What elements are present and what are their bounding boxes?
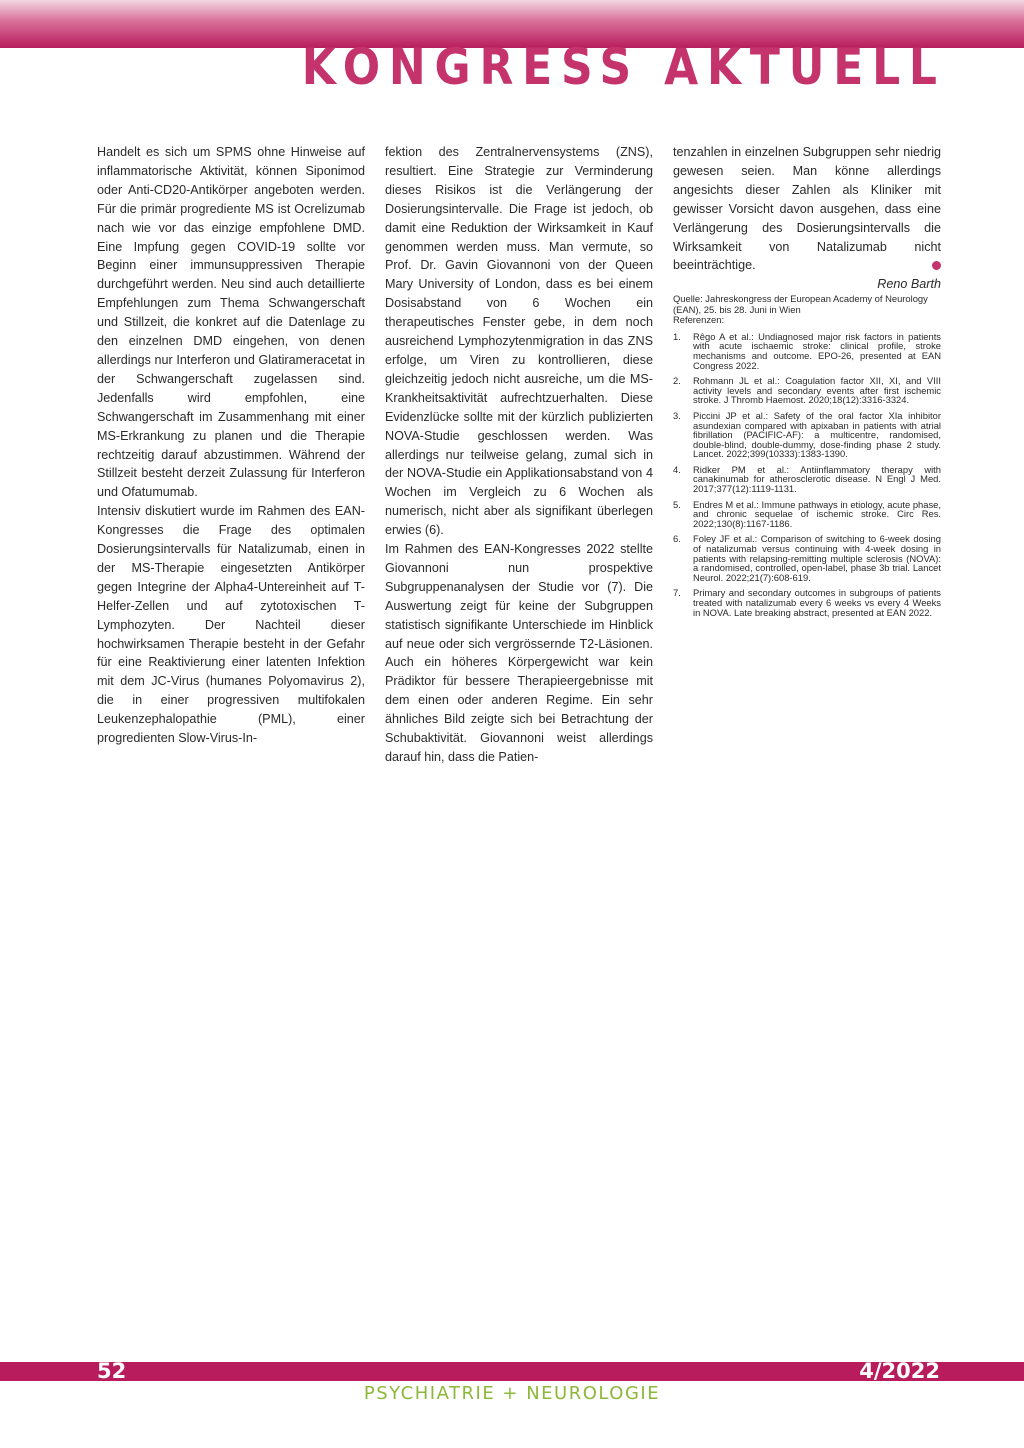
paragraph-text: tenzahlen in einzelnen Subgruppen sehr niedrig gewesen seien. Man könne allerdings angesichts dieser Zahlen als Kliniker mit gewisser Vorsicht davon ausgehen, dass eine Verlängerung des Dosierungsintervalls die Wirksamkeit von Natalizumab nicht beeinträchtige. [673,145,941,273]
reference-text: Endres M et al.: Immune pathways in etiology, acute phase, and chronic sequelae of ischemic stroke. Circ Res. 2022;130(8):1167-1186. [693,498,941,529]
reference-text: Rêgo A et al.: Undiagnosed major risk factors in patients with acute ischaemic stroke: clinical profile, stroke mechanisms and outcome. EPO-26, presented at EAN Congress 2022. [693,330,941,371]
paragraph: Im Rahmen des EAN-Kongresses 2022 stellte Giovannoni nun prospektive Subgruppenanalysen der Studie vor (7). Die Auswertung zeigt für keine der Subgruppen statistisch signifikante Unterschiede im Hinblick auf neue oder sich vergrössernde T2-Läsionen. Auch ein höheres Körpergewicht war kein Prädiktor für bessere Therapieergebnisse mit dem einen oder anderen Regime. Ein sehr ähnliches Bild zeigte sich bei Betrachtung der Schubaktivität. Giovannoni weist allerdings darauf hin, dass die Patien- [385,542,653,764]
reference-text: Foley JF et al.: Comparison of switching to 6-week dosing of natalizumab versus continuing with 4-week dosing in patients with relapsing-remitting multiple sclerosis (NOVA): a randomised, controlled, open-label, phase 3b trial. Lancet Neurol. 2022;21(7):608-619. [693,533,941,583]
reference-item [673,465,941,494]
reference-number: 1. [673,330,681,342]
reference-text: Primary and secondary outcomes in subgroups of patients treated with natalizumab every 6 weeks vs every 4 Weeks in NOVA. Late breaking abstract, presented at EAN 2022. [693,587,941,618]
reference-item [673,332,941,370]
references-heading: Referenzen: [673,314,725,326]
reference-number: 6. [673,533,681,545]
end-mark-icon [932,261,941,270]
reference-item [673,588,941,617]
references-list [673,332,941,617]
issue-number: 4/2022 [859,1359,940,1383]
paragraph: Handelt es sich um SPMS ohne Hinweise auf inflammatorische Aktivität, können Siponimod oder Anti-CD20-Antikörper angeboten werden. Für die primär progrediente MS ist Ocrelizumab nach wie vor das einzige empfohlene DMD. Eine Impfung gegen COVID-19 sollte vor Beginn einer immunsuppressiven Therapie durchgeführt werden. Neu sind auch detaillierte Empfehlungen zum Thema Schwangerschaft und Stillzeit, die konkret auf die Datenlage zu den einzelnen DMD eingehen, von denen allerdings nur Interferon und Glatirameracetat in der Schwangerschaft zugelassen sind. Jedenfalls wird empfohlen, eine Schwangerschaft im Zusammenhang mit einer MS-Erkrankung zu planen und die Therapie rechtzeitig darauf abzustimmen. Während der Stillzeit besteht derzeit Zulassung für Interferon und Ofatumumab. [97,145,365,500]
article-column-3 [673,143,941,623]
reference-number: 4. [673,463,681,475]
reference-text: Rohmann JL et al.: Coagulation factor XII, XI, and VIII activity levels and secondary events after first ischemic stroke. J Thromb Haemost. 2020;18(12):3316-3324. [693,375,941,406]
journal-name: PSYCHIATRIE + NEUROLOGIE [363,1383,661,1404]
section-title: KONGRESS AKTUELL [302,38,946,96]
reference-text: Piccini JP et al.: Safety of the oral factor XIa inhibitor asundexian compared with apixaban in patients with atrial fibrillation (PACIFIC-AF): a multicentre, randomised, double-blind, double-dummy, dose-finding phase 2 study. Lancet. 2022;399(10333):1383-1390. [693,409,941,460]
page-number: 52 [97,1359,127,1383]
paragraph: Intensiv diskutiert wurde im Rahmen des EAN-Kongresses die Frage des optimalen Dosierungsintervalls für Natalizumab, einen in der MS-Therapie eingesetzten Antikörper gegen Integrine der Alpha4-Untereinheit auf T-Helfer-Zellen und auf zytotoxischen T-Lymphozyten. Der Nachteil dieser hochwirksamen Therapie besteht in der Gefahr für eine Reaktivierung einer latenten Infektion mit dem JC-Virus (humanes Polyomavirus 2), die in einer progressiven multifokalen Leukenzephalopathie (PML), einer progredienten Slow-Virus-In- [97,504,365,746]
reference-item [673,376,941,405]
author-name: Reno Barth [877,277,941,292]
reference-item [673,534,941,582]
reference-number: 5. [673,498,681,510]
article-column-2 [385,143,653,767]
article-column-1 [97,143,365,748]
reference-item [673,500,941,529]
reference-number: 3. [673,409,681,421]
paragraph [673,143,941,275]
paragraph: fektion des Zentralnervensystems (ZNS), resultiert. Eine Strategie zur Verminderung dieses Risikos ist die Verlängerung der Dosierungsintervalle. Die Frage ist jedoch, ob damit eine Reduktion der Wirksamkeit in Kauf genommen werden muss. Man vermute, so Prof. Dr. Gavin Giovannoni von der Queen Mary University of London, dass es bei einem Dosisabstand von 6 Wochen ein therapeutisches Fenster gebe, in dem noch ausreichend Lymphozytenmigration in das ZNS erfolge, um Viren zu kontrollieren, diese gleichzeitig jedoch nicht ausreiche, um die MS-Krankheitsaktivität aufrechtzuerhalten. Diese Evidenzlücke sollte mit der kürzlich publizierten NOVA-Studie geschlossen werden. Was allerdings nur teilweise gelang, zumal sich in der NOVA-Studie ein Applikationsabstand von 4 Wochen im Vergleich zu 6 Wochen als numerisch, nicht aber als signifikant überlegen erwies (6). [385,145,653,538]
reference-number: 7. [673,587,681,599]
source-note: Quelle: Jahreskongress der European Academy of Neurology (EAN), 25. bis 28. Juni in Wien [673,293,928,315]
reference-text: Ridker PM et al.: Antiinflammatory therapy with canakinumab for atherosclerotic disease. N Engl J Med. 2017;377(12):1119-1131. [693,463,941,495]
reference-item [673,411,941,459]
reference-number: 2. [673,375,681,387]
